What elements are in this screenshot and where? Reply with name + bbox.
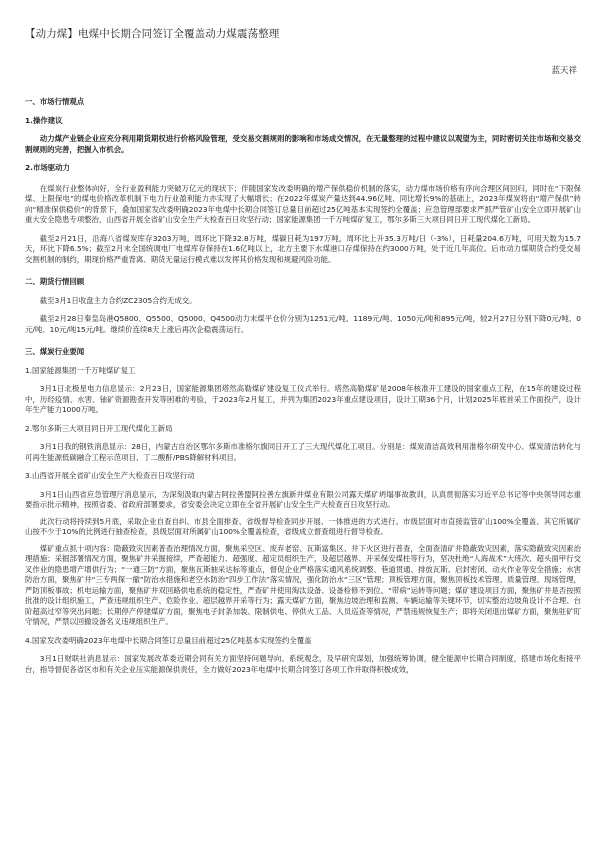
document-title: 【动力煤】电煤中长期合同签订全覆盖动力煤震荡整理 [25, 28, 280, 40]
market-drivers-paragraph-1: 在煤炭行业整体向好，全行业盈利能力突破万亿元的现状下；伴随国家发改委明确的增产保供稳价机制的落实，动力煤市场价格有序向合理区间回归，同时在“下限保煤、上限保电”的煤电价格改革机制下电力行业盈利能力亦实现了大幅增长；在2022年煤炭产量达到44.96亿吨、同比增长9%的基础上，2023年煤炭将由“增产保供”转向“精准保供稳价”的背景下，叠加国家发改委明确2023年电煤中长期合同签订总量目前超过25亿吨基本实现签约全覆盖；应急管理部要求严抓严管矿山安全立即开展矿山重大安全隐患专项整治，山西省开展全省矿山安全生产大检查百日攻坚行动；国家能源集团一千万吨煤矿复工，鄂尔多斯三大项目同日开工现代煤化工新局。 [25, 183, 581, 224]
news-2-text: 3月1日我的钢铁消息显示：28日，内蒙古自治区鄂尔多斯市准格尔旗同日开工了三大现代煤化工项目。分别是：煤炭清洁高效利用准格尔研发中心、煤炭清洁转化与可再生能源低碳融合工程示范项目、丁二酸酐/PBS降解材料项目。 [25, 442, 581, 462]
news-3-paragraph-1: 3月1日山西省应急管理厅消息显示，为深刻汲取内蒙古阿拉善盟阿拉善左旗新井煤业有限公司露天煤矿坍塌事故教训，认真贯彻落实习近平总书记等中央领导同志重要指示批示精神，按照省委、省政府部署要求，省安委会决定立即在全省开展矿山安全生产大检查百日攻坚行动。 [25, 489, 581, 509]
author-name: 蓝天祥 [551, 66, 577, 76]
futures-review-paragraph-2: 截至2月28日秦皇岛港Q5800、Q5500、Q5000、Q4500动力末煤平仓价分别为1251元/吨、1189元/吨、1050元/吨和895元/吨，较2月27日分别下降0元/吨、0元/吨、10元/吨15元/吨。继续价连续8天上涨后再次企稳震荡运行。 [25, 314, 581, 334]
news-1-title: 1.国家能源集团一千万吨煤矿复工 [25, 365, 136, 375]
news-4-text: 3月1日财联社消息显示：国家发展改革委近期会同有关方面坚持问题导向、系统观念，及早研究谋划，加强统筹协调，健全能源中长期合同制度，搭建市场化衔接平台，指导督促各省区市和有关企业压实能源保供责任，全力做好2023年电煤中长期合同签订各项工作并取得积极成效， [25, 654, 581, 674]
section-heading-futures-review: 二、期货行情回顾 [25, 277, 85, 286]
market-drivers-paragraph-2: 截至2月21日，沿海八省煤炭库存3203万吨，周环比下降32.8万吨，煤碳日耗为197万吨，周环比上升35.3万吨/日（-3%），日耗量204.6万吨，可用天数为15.7天，环比下降6.5%；截至2月末全国统调电厂电煤库存保持在1.6亿吨以上，北方主要下水煤港口存煤保持在约3000万吨，处于近几年高位。后市动力煤期货合约受交易交割机制的制约，期现价格严重背离、期货无量运行模式难以发挥其价格发现和规避风险功能。 [25, 233, 581, 264]
news-1-text: 3月1日北极星电力信息显示：2月23日，国家能源集团塔然高勒煤矿建设复工仪式举行。塔然高勒煤矿是2008年核准开工建设的国家重点工程，在15年的建设过程中，历经疫情、水害、铀矿资源勘查开发等困难的考验，于2023年2月复工，并列为集团2023年重点建设项目，设计工期36个月，计划2025年底首采工作面投产，设计年生产能力1000万吨。 [25, 384, 581, 414]
section-heading-market-view: 一、市场行情观点 [25, 97, 85, 106]
news-3-paragraph-2: 此次行动将持续到5月底，采取企业自查自纠、市县全面排查、省级督导检查同步开展、一体推进的方式进行。市级层面对市直接监管矿山100%全覆盖、其它所属矿山按不少于10%的比例进行抽查检查，县级层面对所属矿山100%全覆盖检查，省级成立督查组进行督导检查。 [25, 516, 581, 536]
futures-review-paragraph-1: 截至3月1日收盘主力合约ZC2305合约无成交。 [39, 295, 197, 305]
news-3-title: 3.山西省开展全省矿山安全生产大检查百日攻坚行动 [25, 471, 195, 480]
section-heading-industry-news: 三、煤炭行业要闻 [25, 347, 85, 356]
news-3-paragraph-3: 煤矿重点抓十项内容：隐蔽致灾因素普查治理情况方面，聚焦采空区、废弃老窑、瓦斯富集区、井下火区进行普查，全面查清矿井隐蔽致灾因素，落实隐蔽致灾因素治理措施；采掘部署情况方面，聚焦矿井采掘接续，严查超能力、超强度、超定员组织生产，及超层越界、开采保安煤柱等行为，坚决杜绝“人海战术”大班次、超头面甲行交叉作业的隐患增产增供行为；“一通三防”方面，聚焦瓦斯抽采达标等重点，督促企业严格落实通风系统调整、巷道贯通、排放瓦斯、启封密闭、动火作业等安全措施；水害防治方面，聚焦矿井“三专两探一撤”防治水措施和老空水防治“四步工作法”落实情况，强化防治水“三区”管理；顶板管理方面，聚焦顶板技术管理、质量管理、现场管理，严防顶板事故；机电运输方面，聚焦矿井双回路供电系统的稳定性，严查矿井使用淘汰设备、设备检修不到位、“带病”运转等问题；煤矿建设项目方面，聚焦矿井是否按照批准的设计组织施工，严查违规组织生产、危险作业、超层越界开采等行为；露天煤矿方面，聚焦边坡治理和监测、车辆运输等关键环节，切实整治边坡角设计不合理、台阶超高过窄等突出问题；长期停产停建煤矿方面，聚焦电子封条加装、限制供电、停供火工品、人员巡查等情况，严禁违规恢复生产；即将关闭退出煤矿方面，聚焦驻矿盯守情况，严禁以回撤设备名义违规组织生产。 [25, 543, 581, 626]
subheading-market-drivers: 2.市场驱动力 [25, 163, 70, 172]
news-2-title: 2.鄂尔多斯三大项目同日开工现代煤化工新局 [25, 423, 173, 433]
operation-advice-text: 动力煤产业链企业应充分利用期货期权进行价格风险管理，受交易交割规则的影响和市场成交情况，在无量整理的过程中建议以观望为主，同时密切关注市场和交易交割规则的完善，把握入市机会。 [25, 134, 581, 154]
subheading-operation-advice: 1.操作建议 [25, 115, 63, 125]
document-body [25, 97, 581, 675]
news-4-title: 4.国家发改委明确2023年电煤中长期合同签订总量目前超过25亿吨基本实现签约全覆盖 [25, 635, 312, 645]
